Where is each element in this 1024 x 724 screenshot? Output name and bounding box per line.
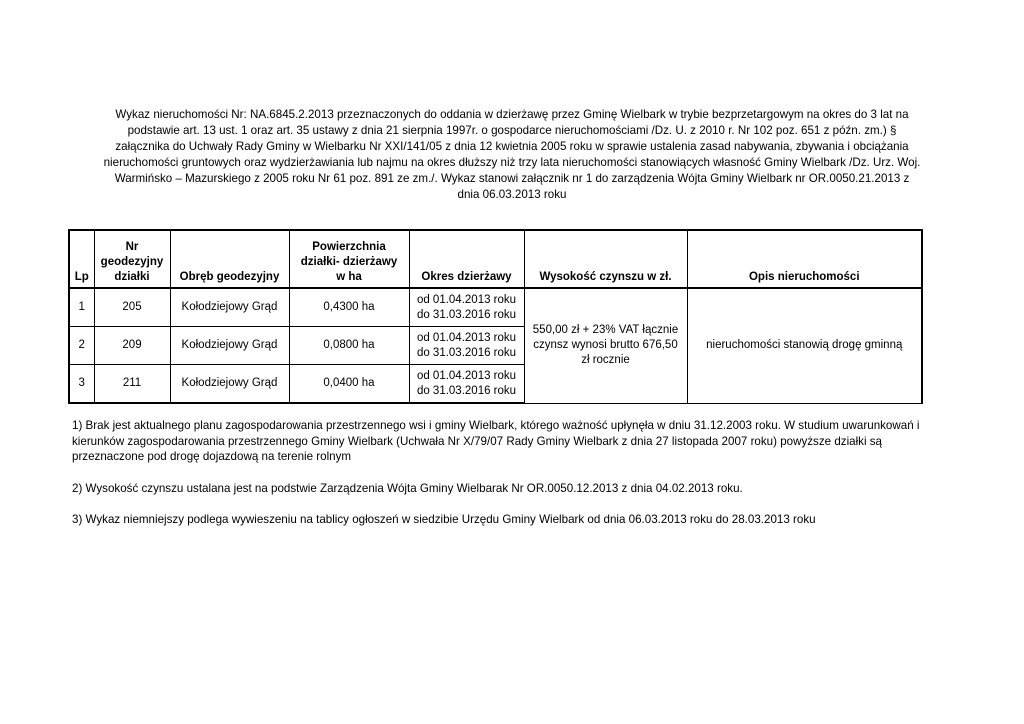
header-powierzchnia: Powierzchnia działki- dzierżawy w ha	[289, 230, 409, 288]
cell-okres: od 01.04.2013 roku do 31.03.2016 roku	[409, 365, 524, 404]
header-okres: Okres dzierżawy	[409, 230, 524, 288]
cell-okres: od 01.04.2013 roku do 31.03.2016 roku	[409, 327, 524, 365]
cell-obreb: Kołodziejowy Grąd	[170, 365, 289, 404]
table-header-row	[69, 230, 922, 288]
notes-section	[72, 418, 932, 544]
note-2: 2) Wysokość czynszu ustalana jest na podstwie Zarządzenia Wójta Gminy Wielbarak Nr OR.0050.12.2013 z dnia 04.02.2013 roku.	[72, 481, 743, 495]
property-table	[68, 229, 923, 404]
cell-obreb: Kołodziejowy Grąd	[170, 327, 289, 365]
document-intro	[60, 107, 964, 203]
note-1: 1) Brak jest aktualnego planu zagospodarowania przestrzennego wsi i gminy Wielbark, którego ważność upłynęła w dniu 31.12.2003 roku. W studium uwarunkowań i kierunków zagospodarowania przestrzennego Gminy Wielbark (Uchwała Nr X/79/07 Rady Gminy Wielbark z dnia 27 listopada 2007 roku) powyższe działki są przeznaczone pod drogę dojazdową na terenie rolnym	[72, 419, 920, 463]
header-lp: Lp	[69, 230, 94, 288]
cell-pow: 0,0800 ha	[289, 327, 409, 365]
intro-line: Warmińsko – Mazurskiego z 2005 roku Nr 61 poz. 891 ze zm./. Wykaz stanowi załącznik nr 1 do zarządzenia Wójta Gminy Wielbark nr OR.0050.21.2013 z	[114, 172, 910, 185]
cell-opis: nieruchomości stanowią drogę gminną	[687, 288, 922, 403]
cell-pow: 0,0400 ha	[289, 365, 409, 404]
intro-line: nieruchomości gruntowych oraz wydzierżawiania lub najmu na okres dłuższy niż trzy lata nieruchomości stanowiących własność Gminy Wielbark /Dz. Urz. Woj.	[103, 156, 921, 169]
intro-line: dnia 06.03.2013 roku	[457, 188, 567, 201]
cell-obreb: Kołodziejowy Grąd	[170, 288, 289, 327]
cell-lp: 2	[69, 327, 94, 365]
cell-nr: 211	[94, 365, 170, 404]
header-obreb: Obręb geodezyjny	[170, 230, 289, 288]
note-3: 3) Wykaz niemniejszy podlega wywieszeniu na tablicy ogłoszeń w siedzibie Urzędu Gminy Wielbark od dnia 06.03.2013 roku do 28.03.2013 roku	[72, 513, 816, 526]
table-row	[69, 288, 922, 327]
intro-line: podstawie art. 13 ust. 1 oraz art. 35 ustawy z dnia 21 sierpnia 1997r. o gospodarce nieruchomościami /Dz. U. z 2010 r. Nr 102 poz. 651 z późn. zm.) §	[127, 124, 897, 137]
cell-czynsz: 550,00 zł + 23% VAT łącznie czynsz wynosi brutto 676,50 zł rocznie	[524, 288, 687, 403]
cell-okres: od 01.04.2013 roku do 31.03.2016 roku	[409, 288, 524, 327]
cell-pow: 0,4300 ha	[289, 288, 409, 327]
intro-line: Wykaz nieruchomości Nr: NA.6845.2.2013 przeznaczonych do oddania w dzierżawę przez Gminę Wielbark w trybie bezprzetargowym na okres do 3 lat na	[115, 108, 909, 121]
cell-lp: 1	[69, 288, 94, 327]
intro-line: załącznika do Uchwały Rady Gminy w Wielbarku Nr XXI/141/05 z dnia 12 kwietnia 2005 roku w sprawie ustalenia zasad nabywania, zbywania i obciążania	[115, 140, 909, 153]
cell-lp: 3	[69, 365, 94, 404]
header-opis: Opis nieruchomości	[687, 230, 922, 288]
header-czynsz: Wysokość czynszu w zł.	[524, 230, 687, 288]
cell-nr: 209	[94, 327, 170, 365]
cell-nr: 205	[94, 288, 170, 327]
header-nr: Nr geodezyjny działki	[94, 230, 170, 288]
